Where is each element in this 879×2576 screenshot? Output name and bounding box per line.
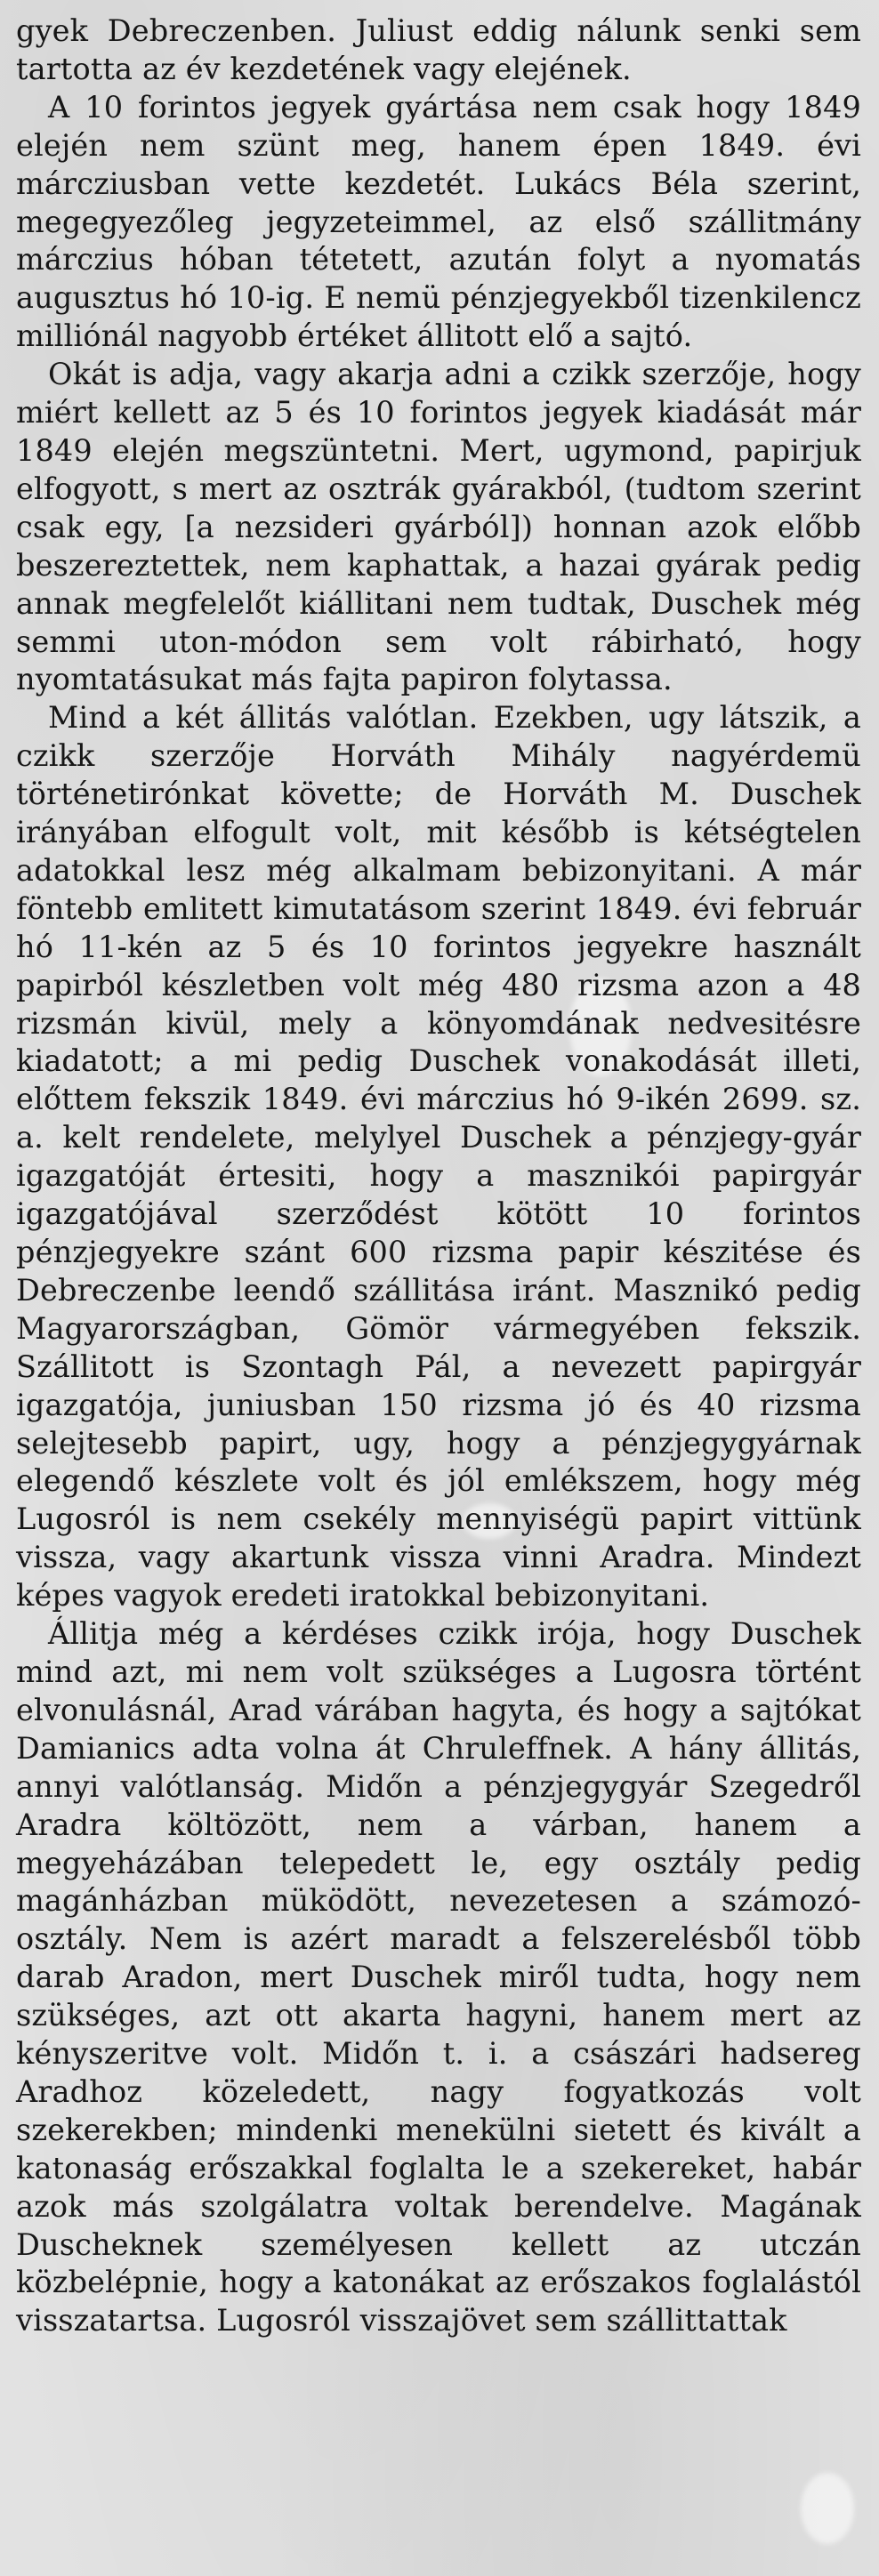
paragraph-2: A 10 forintos jegyek gyártása nem csak hogy 1849 elején nem szünt meg, hanem épen 1849. évi márcziusban vette kezdetét. Lukács Béla szerint, megegyezőleg jegyzeteimmel, az első szállitmány márczius hóban tétetett, azután folyt a nyomatás augusztus hó 10-ig. E nemü pénzjegyekből tizenkilencz milliónál nagyobb értéket állitott elő a sajtó.	[16, 89, 861, 354]
paragraph-4: Mind a két állitás valótlan. Ezekben, ugy látszik, a czikk szerzője Horváth Mihály nagyérdemü történetirónkat követte; de Horváth M. Duschek irányában elfogult volt, mit később is kétségtelen adatokkal lesz még alkalmam bebizonyitani. A már föntebb emlitett kimutatásom szerint 1849. évi február hó 11-kén az 5 és 10 forintos jegyekre használt papirból készletben volt még 480 rizsma azon a 48 rizsmán kivül, mely a könyomdának nedvesitésre kiadatott; a mi pedig Duschek vonakodását illeti, előttem fekszik 1849. évi márczius hó 9-ikén 2699. sz. a. kelt rendelete, melylyel Duschek a pénzjegy-gyár igazgatóját értesiti, hogy a masznikói papirgyár igazgatójával szerződést kötött 10 forintos pénzjegyekre szánt 600 rizsma papir készitése és Debreczenbe leendő szállitása iránt. Masznikó pedig Magyarországban, Gömör vármegyében fekszik. Szállitott is Szontagh Pál, a nevezett papirgyár igazgatója, juniusban 150 rizsma jó és 40 rizsma selejtesebb papirt, ugy, hogy a pénzjegygyárnak elegendő készlete volt és jól emlékszem, hogy még Lugosról is nem csekély mennyiségü papirt vittünk vissza, vagy akartunk vissza vinni Aradra. Mindezt képes vagyok eredeti iratokkal bebizonyitani.	[16, 700, 861, 1614]
paper-stain	[801, 2473, 854, 2544]
paragraph-5: Állitja még a kérdéses czikk irója, hogy Duschek mind azt, mi nem volt szükséges a Lugosra történt elvonulásnál, Arad várában hagyta, és hogy a sajtókat Damianics adta volna át Chruleffnek. A hány állitás, annyi valótlanság. Midőn a pénzjegygyár Szegedről Aradra költözött, nem a várban, hanem a megyeházában telepedett le, egy osztály pedig magánházban müködött, nevezetesen a számozó-osztály. Nem is azért maradt a felszerelésből több darab Aradon, mert Duschek miről tudta, hogy nem szükséges, azt ott akarta hagyni, hanem mert az kényszeritve volt. Midőn t. i. a császári hadsereg Aradhoz közeledett, nagy fogyatkozás volt szekerekben; mindenki menekülni sietett és kivált a katonaság erőszakkal foglalta le a szekereket, habár azok más szolgálatra voltak berendelve. Magának Duscheknek személyesen kellett az utczán közbelépnie, hogy a katonákat az erőszakos foglalástól visszatartsa. Lugosról visszajövet sem szállittattak	[16, 1616, 861, 2339]
paragraph-1: gyek Debreczenben. Juliust eddig nálunk senki sem tartotta az év kezdetének vagy elejének.	[16, 13, 861, 86]
article-column	[16, 12, 861, 2340]
paragraph-3: Okát is adja, vagy akarja adni a czikk szerzője, hogy miért kellett az 5 és 10 forintos jegyek kiadását már 1849 elején megszüntetni. Mert, ugymond, papirjuk elfogyott, s mert az osztrák gyárakból, (tudtom szerint csak egy, [a nezsideri gyárból]) honnan azok előbb beszereztettek, nem kaphattak, a hazai gyárak pedig annak megfelelőt kiállitani nem tudtak, Duschek még semmi uton-módon sem volt rábirható, hogy nyomtatásukat más fajta papiron folytassa.	[16, 357, 861, 697]
